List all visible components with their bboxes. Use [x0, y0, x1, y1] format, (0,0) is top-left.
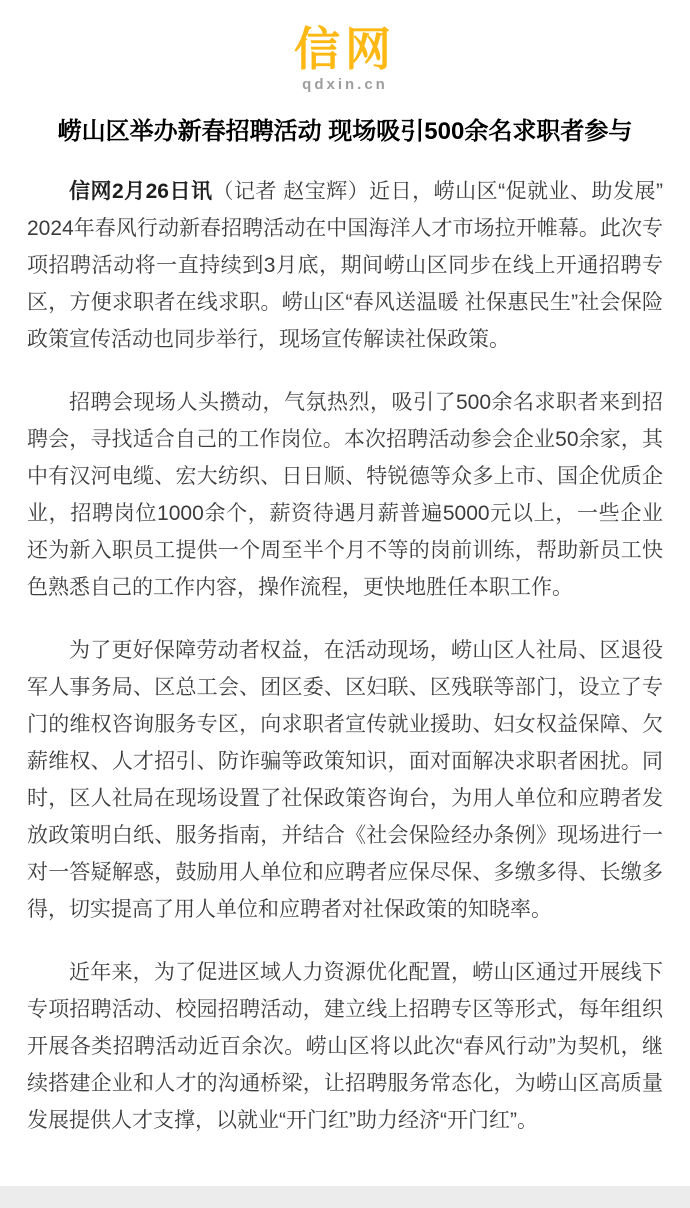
site-logo-domain: qdxin.cn: [302, 76, 388, 93]
site-logo[interactable]: [294, 23, 396, 93]
article-paragraph: 近年来，为了促进区域人力资源优化配置，崂山区通过开展线下专项招聘活动、校园招聘活动，建立线上招聘专区等形式，每年组织开展各类招聘活动近百余次。崂山区将以此次“春风行动”为契机，继续搭建企业和人才的沟通桥梁，让招聘服务常态化，为崂山区高质量发展提供人才支撑，以就业“开门红”助力经济“开门红”。: [27, 961, 663, 1133]
article-body: [27, 173, 663, 1139]
footer-bar: [0, 1186, 690, 1208]
article-paragraph: 为了更好保障劳动者权益，在活动现场，崂山区人社局、区退役军人事务局、区总工会、团区委、区妇联、区残联等部门，设立了专门的维权咨询服务专区，向求职者宣传就业援助、妇女权益保障、欠薪维权、人才招引、防诈骗等政策知识，面对面解决求职者困扰。同时，区人社局在现场设置了社保政策咨询台，为用人单位和应聘者发放政策明白纸、服务指南，并结合《社会保险经办条例》现场进行一对一答疑解惑，鼓励用人单位和应聘者应保尽保、多缴多得、长缴多得，切实提高了用人单位和应聘者对社保政策的知晓率。: [27, 639, 663, 922]
article-paragraph: 信网2月26日讯（记者 赵宝辉）近日，崂山区“促就业、助发展”2024年春风行动新春招聘活动在中国海洋人才市场拉开帷幕。此次专项招聘活动将一直持续到3月底，期间崂山区同步在线上开通招聘专区，方便求职者在线求职。崂山区“春风送温暖 社保惠民生”社会保险政策宣传活动也同步举行，现场宣传解读社保政策。: [27, 180, 663, 352]
dateline: 信网2月26日讯: [69, 180, 213, 204]
site-logo-text: 信网: [294, 23, 396, 75]
article-paragraph: 招聘会现场人头攒动，气氛热烈，吸引了500余名求职者来到招聘会，寻找适合自己的工作岗位。本次招聘活动参会企业50余家，其中有汉河电缆、宏大纺织、日日顺、特锐德等众多上市、国企优质企业，招聘岗位1000余个，薪资待遇月薪普遍5000元以上，一些企业还为新入职员工提供一个周至半个月不等的岗前训练，帮助新员工快色熟悉自己的工作内容，操作流程，更快地胜任本职工作。: [27, 391, 663, 600]
masthead: [0, 0, 690, 94]
article-title: 崂山区举办新春招聘活动 现场吸引500余名求职者参与: [57, 118, 633, 145]
